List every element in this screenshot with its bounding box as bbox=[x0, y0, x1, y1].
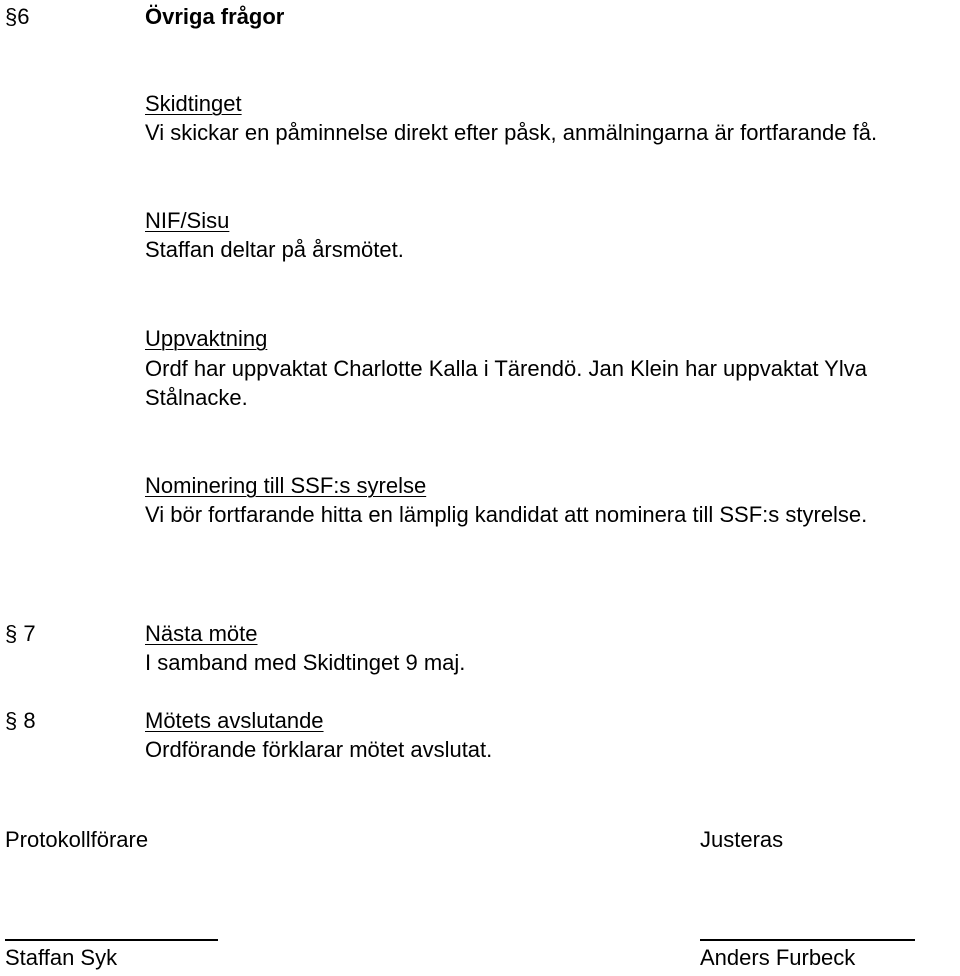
item-text-uppvaktning: Ordf har uppvaktat Charlotte Kalla i Tärendö. Jan Klein har uppvaktat Ylva Stålnacke. bbox=[145, 356, 867, 410]
item-text-skidtinget: Vi skickar en påminnelse direkt efter påsk, anmälningarna är fortfarande få. bbox=[145, 120, 878, 145]
signature-name-left: Staffan Syk bbox=[5, 945, 118, 970]
section-7-heading: Nästa möte bbox=[145, 621, 258, 646]
item-heading-skidtinget: Skidtinget bbox=[145, 91, 242, 116]
item-text-nominering: Vi bör fortfarande hitta en lämplig kandidat att nominera till SSF:s styrelse. bbox=[145, 502, 868, 527]
section-7-text: I samband med Skidtinget 9 maj. bbox=[145, 650, 466, 675]
item-heading-uppvaktning: Uppvaktning bbox=[145, 326, 268, 351]
signature-name-right: Anders Furbeck bbox=[700, 945, 856, 970]
section-8-text: Ordförande förklarar mötet avslutat. bbox=[145, 737, 493, 762]
item-heading-nif-sisu: NIF/Sisu bbox=[145, 208, 230, 233]
section-6-number: §6 bbox=[5, 4, 30, 29]
item-heading-nominering: Nominering till SSF:s syrelse bbox=[145, 473, 427, 498]
signature-line-left bbox=[5, 939, 218, 941]
section-7-number: § 7 bbox=[5, 621, 36, 646]
section-8-heading: Mötets avslutande bbox=[145, 708, 324, 733]
section-6-title: Övriga frågor bbox=[145, 4, 285, 29]
section-8-number: § 8 bbox=[5, 708, 36, 733]
signature-line-right bbox=[700, 939, 915, 941]
item-text-nif-sisu: Staffan deltar på årsmötet. bbox=[145, 237, 404, 262]
signature-role-left: Protokollförare bbox=[5, 827, 149, 852]
signature-role-right: Justeras bbox=[700, 827, 784, 852]
